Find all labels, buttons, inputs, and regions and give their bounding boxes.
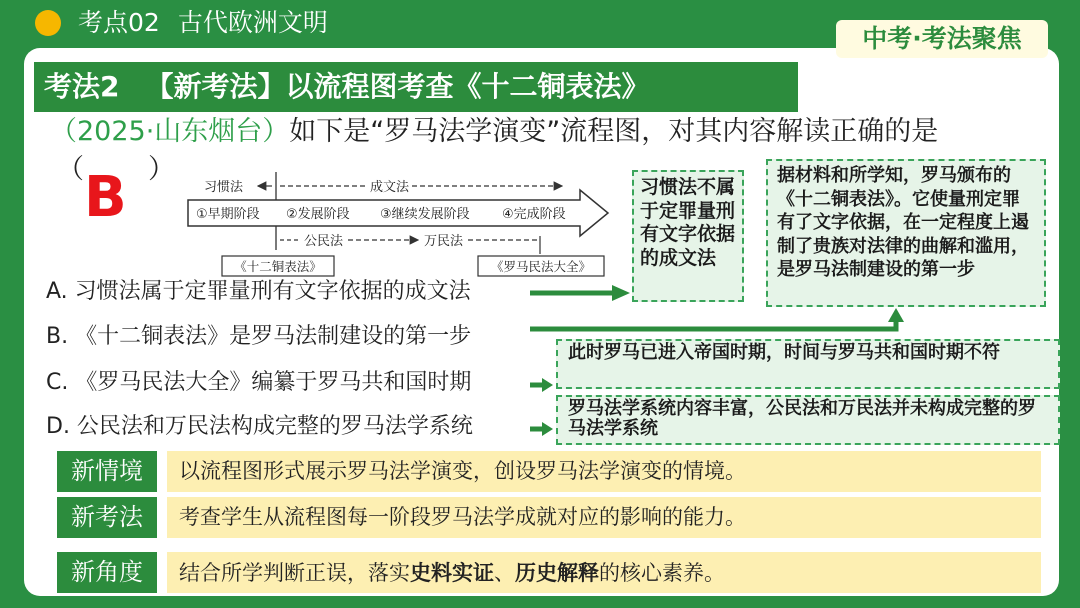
flow-twelve-tables: 《十二铜表法》 bbox=[234, 259, 322, 274]
callout-option-a: 习惯法不属于定罪量刑有文字依据的成文法 bbox=[632, 170, 744, 302]
question-text: 如下是“罗马法学演变”流程图，对其内容解读正确的是 bbox=[289, 116, 939, 147]
summary-label-scenario: 新情境 bbox=[57, 451, 157, 492]
question-source: （2025·山东烟台） bbox=[50, 116, 290, 147]
flow-jus-gentium: 万民法 bbox=[424, 234, 464, 249]
answer-bracket: （ ） bbox=[57, 154, 175, 185]
flow-stage-1: ①早期阶段 bbox=[196, 207, 260, 222]
exam-focus-badge: 中考·考法聚焦 bbox=[836, 20, 1048, 58]
option-a[interactable]: A. 习惯法属于定罪量刑有文字依据的成文法 bbox=[46, 279, 471, 304]
question-stem bbox=[50, 112, 1060, 152]
flow-written-law: 成文法 bbox=[370, 180, 410, 195]
option-d[interactable]: D. 公民法和万民法构成完整的罗马法学系统 bbox=[46, 414, 473, 439]
flowchart bbox=[180, 170, 620, 285]
method-heading bbox=[34, 62, 798, 112]
flow-corpus-juris: 《罗马民法大全》 bbox=[490, 259, 592, 274]
summary-label-perspective: 新角度 bbox=[57, 552, 157, 593]
summary-label-method: 新考法 bbox=[57, 497, 157, 538]
option-b[interactable]: B. 《十二铜表法》是罗马法制建设的第一步 bbox=[46, 324, 472, 349]
flow-stage-4: ④完成阶段 bbox=[502, 207, 566, 222]
summary-text-scenario: 以流程图形式展示罗马法学演变，创设罗马法学演变的情境。 bbox=[167, 451, 1041, 492]
method-title: 【新考法】以流程图考查《十二铜表法》 bbox=[145, 70, 650, 103]
flow-civil-law: 公民法 bbox=[304, 234, 344, 249]
flow-customary-law: 习惯法 bbox=[204, 180, 244, 195]
summary-text-perspective: 结合所学判断正误，落实史料实证、历史解释的核心素养。 bbox=[167, 552, 1041, 593]
answer-letter: B bbox=[84, 165, 127, 230]
flow-stage-3: ③继续发展阶段 bbox=[380, 207, 470, 222]
option-c[interactable]: C. 《罗马民法大全》编纂于罗马共和国时期 bbox=[46, 370, 472, 395]
callout-option-d: 罗马法学系统内容丰富，公民法和万民法并未构成完整的罗马法学系统 bbox=[556, 395, 1060, 445]
topic-bullet-icon bbox=[35, 10, 61, 36]
callout-option-b: 据材料和所学知，罗马颁布的《十二铜表法》。它使量刑定罪有了文字依据，在一定程度上遏制了贵族对法律的曲解和滥用，是罗马法制建设的第一步 bbox=[766, 159, 1046, 307]
flow-stage-2: ②发展阶段 bbox=[286, 207, 350, 222]
topic-title: 考点02 古代欧洲文明 bbox=[78, 8, 328, 37]
summary-text-method: 考查学生从流程图每一阶段罗马法学成就对应的影响的能力。 bbox=[167, 497, 1041, 538]
method-number: 考法2 bbox=[44, 70, 120, 103]
callout-option-c: 此时罗马已进入帝国时期，时间与罗马共和国时期不符 bbox=[556, 339, 1060, 389]
